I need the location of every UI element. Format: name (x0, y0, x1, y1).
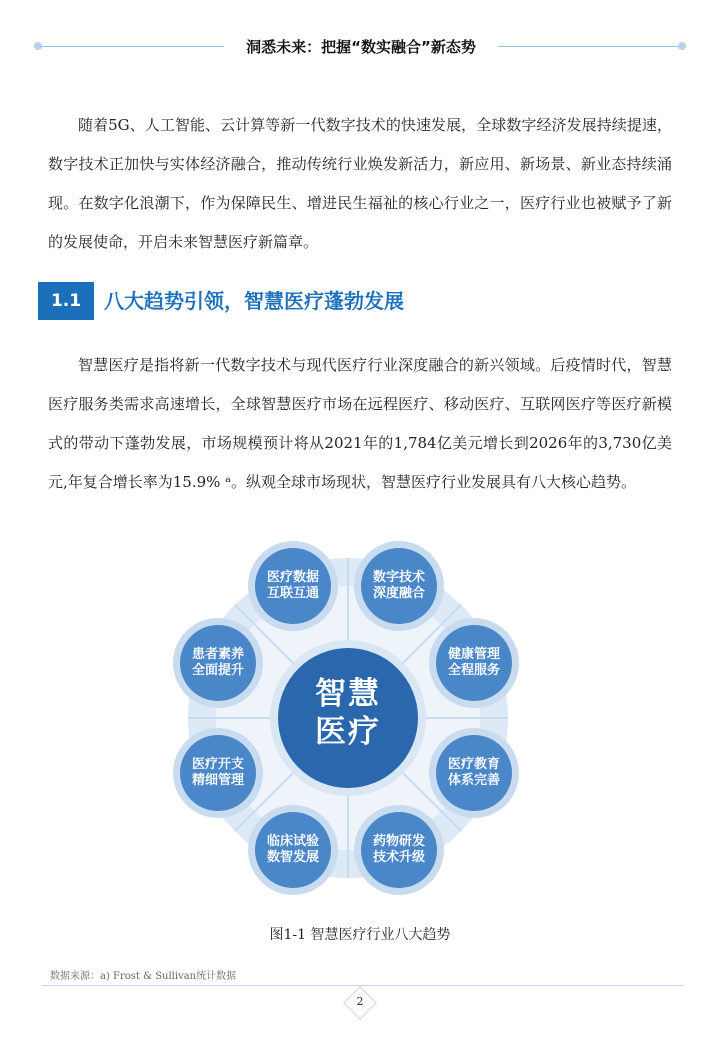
trend-node-1 (251, 570, 335, 602)
trend-node-7-line-2: 精细管理 (191, 773, 244, 788)
trend-node-5 (357, 834, 441, 866)
trend-node-6-line-1: 临床试验 (266, 834, 319, 849)
trend-node-7 (176, 757, 260, 789)
trend-node-5-line-1: 药物研发 (372, 834, 425, 849)
trend-diagram (160, 533, 536, 903)
section-number: 1.1 (38, 282, 94, 320)
trend-node-6-line-2: 数智发展 (266, 850, 319, 865)
trend-node-6 (251, 834, 335, 866)
hub-label-line-2: 医疗 (315, 714, 381, 750)
trend-node-1-line-2: 互联互通 (266, 586, 319, 601)
trend-node-8-line-2: 全面提升 (191, 663, 244, 678)
section-title: 八大趋势引领，智慧医疗蓬勃发展 (104, 289, 404, 313)
intro-paragraph: 随着5G、人工智能、云计算等新一代数字技术的快速发展，全球数字经济发展持续提速，数字技术正加快与实体经济融合，推动传统行业焕发新活力，新应用、新场景、新业态持续涌现。在数字化浪潮下，作为保障民生、增进民生福祉的核心行业之一，医疗行业也被赋予了新的发展使命，开启未来智慧医疗新篇章。 (48, 116, 672, 251)
trend-node-5-line-2: 技术升级 (372, 850, 425, 865)
hub-label-line-1: 智慧 (315, 676, 381, 712)
trend-node-3 (432, 647, 516, 679)
trend-node-4-line-1: 医疗教育 (447, 757, 500, 772)
trend-node-2-line-1: 数字技术 (372, 570, 425, 585)
trend-node-8 (176, 647, 260, 679)
section-paragraph: 智慧医疗是指将新一代数字技术与现代医疗行业深度融合的新兴领域。后疫情时代，智慧医疗服务类需求高速增长，全球智慧医疗市场在远程医疗、移动医疗、互联网医疗等医疗新模式的带动下蓬勃发展，市场规模预计将从2021年的1,784亿美元增长到2026年的3,730亿美元,年复合增长率为15.9% ᵃ。纵观全球市场现状，智慧医疗行业发展具有八大核心趋势。 (48, 356, 672, 491)
page-number: 2 (356, 995, 364, 1008)
trend-node-3-line-1: 健康管理 (447, 647, 500, 662)
header-title: 洞悉未来：把握“数实融合”新态势 (246, 38, 476, 56)
trend-node-7-line-1: 医疗开支 (191, 757, 244, 772)
footer-rule (42, 985, 684, 986)
trend-node-4-line-2: 体系完善 (447, 773, 500, 788)
header-dot-right (678, 42, 686, 50)
trend-node-2 (357, 570, 441, 602)
trend-node-4 (432, 757, 516, 789)
trend-node-8-line-1: 患者素养 (191, 647, 244, 662)
running-header (34, 36, 686, 58)
section-heading (38, 282, 458, 320)
figure-caption: 图1-1 智慧医疗行业八大趋势 (269, 927, 451, 943)
hub-label (278, 675, 418, 751)
trend-node-2-line-2: 深度融合 (372, 586, 425, 601)
header-rule-right (498, 46, 680, 47)
trend-node-1-line-1: 医疗数据 (266, 570, 319, 585)
data-source-note: 数据来源：a) Frost & Sullivan统计数据 (50, 971, 237, 982)
header-rule-left (40, 46, 224, 47)
trend-node-3-line-2: 全程服务 (447, 663, 500, 678)
